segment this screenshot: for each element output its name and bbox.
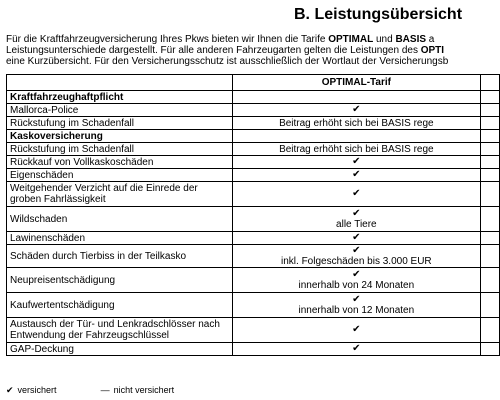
optimal-value-cell — [232, 156, 480, 169]
intro-line-2: Leistungsunterschiede dargestellt. Für alle anderen Fahrzeugarten gelten die Leistungen des OPTI — [6, 45, 445, 56]
basis-value-cell — [480, 245, 499, 268]
value-note: inkl. Folgeschäden bis 3.000 EUR — [281, 255, 432, 267]
intro-line-3: eine Kurzübersicht. Für den Versicherungsschutz ist ausschließlich der Wortlaut der Versicherungsb — [6, 56, 449, 67]
basis-value-cell — [480, 143, 499, 156]
optimal-value-cell — [232, 104, 480, 117]
basis-value-cell — [480, 169, 499, 182]
value-note: innerhalb von 24 Monaten — [298, 279, 415, 291]
optimal-value-cell — [232, 169, 480, 182]
optimal-value-cell — [232, 207, 480, 232]
intro-line-1: Für die Kraftfahrzeugversicherung Ihres Pkws bieten wir Ihnen die Tarife OPTIMAL und BASIS a — [6, 34, 435, 45]
optimal-value-cell — [232, 130, 480, 143]
check-icon: ✔ — [352, 156, 361, 167]
benefits-table — [6, 74, 500, 356]
section-heading: Kaskoversicherung — [7, 130, 233, 143]
check-icon: ✔ — [352, 169, 361, 180]
table-row — [7, 232, 500, 245]
check-icon: ✔ — [352, 244, 361, 256]
check-icon: ✔ — [352, 343, 361, 354]
feature-label: Austausch der Tür- und Lenkradschlösser nach Entwendung der Fahrzeugschlüssel — [7, 318, 233, 343]
basis-value-cell — [480, 182, 499, 207]
table-row — [7, 117, 500, 130]
optimal-value-cell — [232, 268, 480, 293]
feature-label: Lawinenschäden — [7, 232, 233, 245]
optimal-value-cell — [232, 91, 480, 104]
feature-label: GAP-Deckung — [7, 343, 233, 356]
check-icon: ✔ — [6, 385, 14, 395]
basis-value-cell — [480, 104, 499, 117]
optimal-value-cell — [232, 293, 480, 318]
optimal-value-cell — [232, 143, 480, 156]
basis-value-cell — [480, 318, 499, 343]
table-row — [7, 104, 500, 117]
legend — [6, 385, 178, 396]
feature-label: Rückstufung im Schadenfall — [7, 143, 233, 156]
check-icon: ✔ — [352, 232, 361, 243]
table-header-row — [7, 75, 500, 91]
basis-value-cell — [480, 343, 499, 356]
table-row — [7, 182, 500, 207]
optimal-value-cell — [232, 318, 480, 343]
feature-label: Schäden durch Tierbiss in der Teilkasko — [7, 245, 233, 268]
table-row — [7, 293, 500, 318]
legend-not-insured-label: nicht versichert — [113, 385, 175, 395]
table-row — [7, 169, 500, 182]
basis-value-cell — [480, 268, 499, 293]
optimal-value-cell — [232, 245, 480, 268]
check-icon: ✔ — [352, 268, 361, 280]
optimal-value-cell — [232, 182, 480, 207]
table-body — [7, 91, 500, 356]
legend-insured-label: versichert — [17, 385, 57, 395]
check-icon: ✔ — [352, 293, 361, 305]
feature-label: Rückstufung im Schadenfall — [7, 117, 233, 130]
header-feature-cell — [7, 75, 233, 91]
basis-value-cell — [480, 293, 499, 318]
table-row — [7, 245, 500, 268]
basis-value-cell — [480, 156, 499, 169]
header-basis-cell — [480, 75, 499, 91]
intro-text — [6, 34, 500, 67]
check-icon: ✔ — [352, 104, 361, 115]
table-row — [7, 207, 500, 232]
optimal-value-cell — [232, 343, 480, 356]
feature-label: Neupreisentschädigung — [7, 268, 233, 293]
value-note: alle Tiere — [336, 218, 377, 230]
check-icon: ✔ — [352, 324, 361, 335]
section-heading: Kraftfahrzeughaftpflicht — [7, 91, 233, 104]
feature-label: Mallorca-Police — [7, 104, 233, 117]
basis-value-cell — [480, 117, 499, 130]
dash-icon: — — [100, 385, 110, 395]
optimal-value-cell — [232, 232, 480, 245]
value-note: innerhalb von 12 Monaten — [298, 304, 415, 316]
table-row — [7, 343, 500, 356]
feature-label: Kaufwertentschädigung — [7, 293, 233, 318]
header-optimal: OPTIMAL-Tarif — [232, 75, 480, 91]
section-row — [7, 130, 500, 143]
check-icon: ✔ — [352, 188, 361, 199]
value-note: Beitrag erhöht sich bei BASIS rege — [279, 117, 434, 129]
basis-value-cell — [480, 130, 499, 143]
optimal-value-cell — [232, 117, 480, 130]
basis-value-cell — [480, 207, 499, 232]
page-title: B. Leistungsübersicht — [294, 6, 463, 23]
table-row — [7, 143, 500, 156]
value-note: Beitrag erhöht sich bei BASIS rege — [279, 143, 434, 155]
feature-label: Rückkauf von Vollkaskoschäden — [7, 156, 233, 169]
basis-value-cell — [480, 91, 499, 104]
table-row — [7, 318, 500, 343]
check-icon: ✔ — [352, 207, 361, 219]
basis-value-cell — [480, 232, 499, 245]
section-row — [7, 91, 500, 104]
feature-label: Wildschaden — [7, 207, 233, 232]
feature-label: Eigenschäden — [7, 169, 233, 182]
feature-label: Weitgehender Verzicht auf die Einrede der groben Fahrlässigkeit — [7, 182, 233, 207]
table-row — [7, 156, 500, 169]
table-row — [7, 268, 500, 293]
